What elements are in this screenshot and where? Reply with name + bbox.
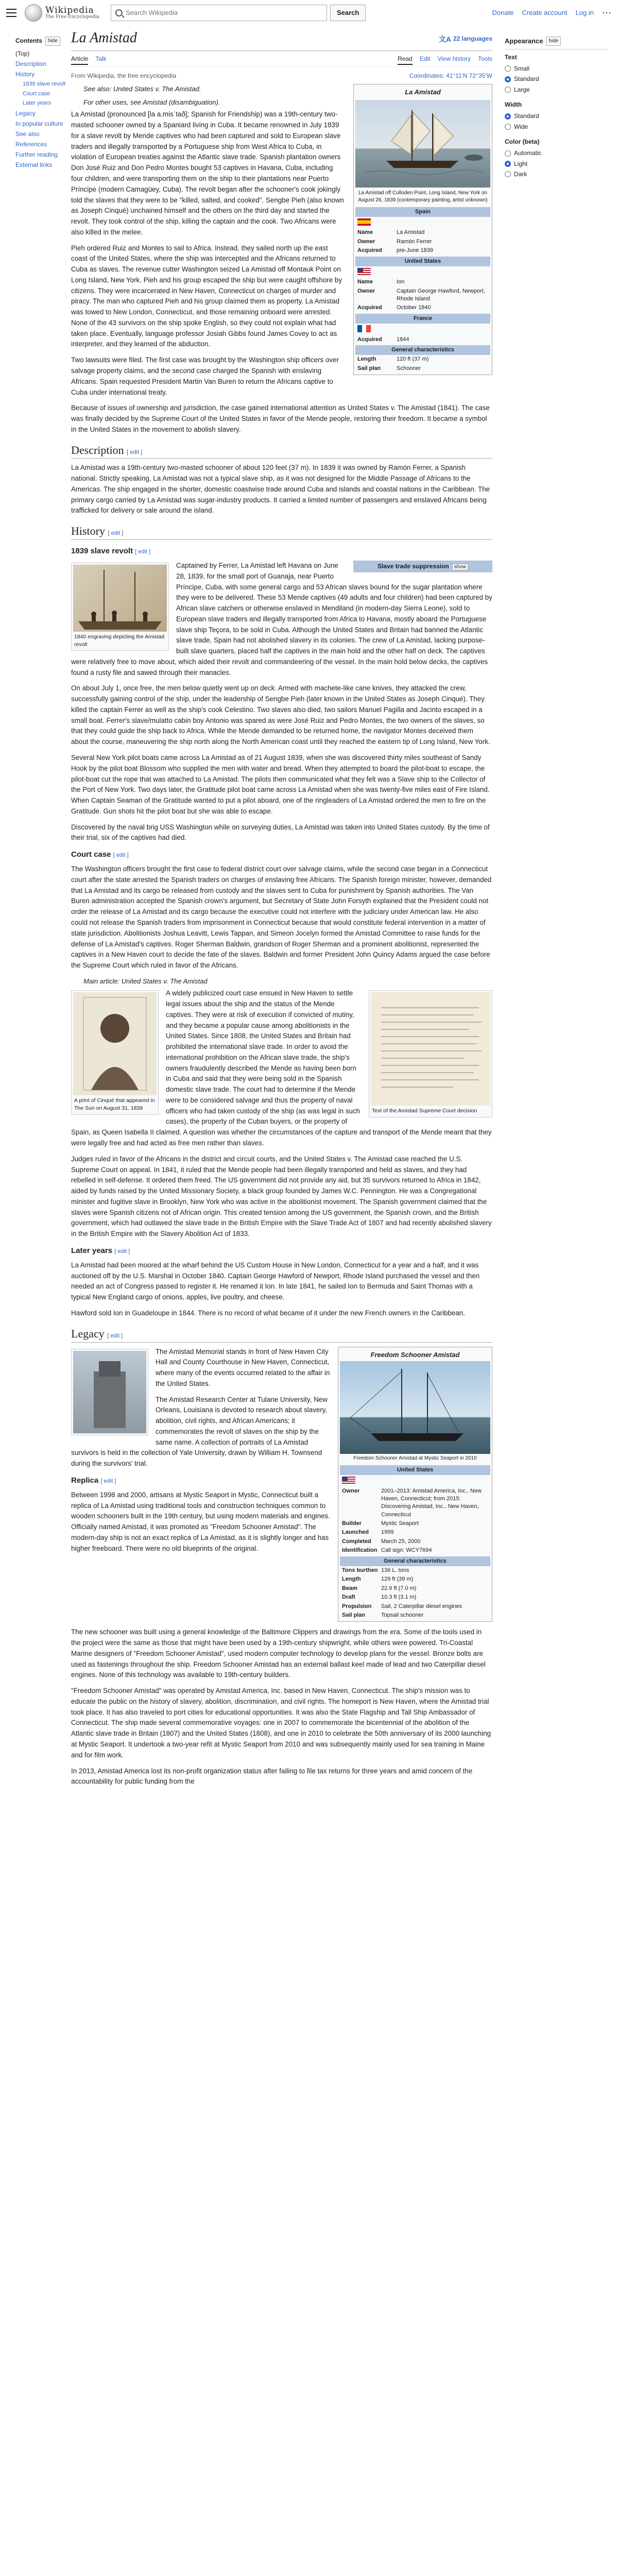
radio-option-standard[interactable] [505, 111, 608, 121]
search-button[interactable]: Search [330, 5, 366, 21]
court-paragraph: The Washington officers brought the first case to federal district court over salvage claims, while the second case began in a Connecticut court after the state arrested the Spanish traders on charges of enslaving free Africans. The Spanish foreign minister, however, demanded that La Amistad and its cargo be released from custody and the slaves sent to Cuba for punishment by Spanish authorities. The Van Buren administration accepted the Spanish crown's argument, but Secretary of State John Forsyth explained that the President could not order the release of La Amistad and its cargo because the executive could not interfere with the judiciary under American law. He also could not release the Spanish traders from imprisonment in Connecticut because that would constitute federal intervention in a matter of state jurisdiction. Abolitionists Joshua Leavitt, Lewis Tappan, and Simeon Jocelyn formed the Amistad Committee to raise funds for the defense of La Amistad's captives. Roger Sherman Baldwin, grandson of Roger Sherman and a prominent abolitionist, represented the captives in a New Haven court to decide the fate of the slaves. Baldwin and former President John Quincy Adams argued the case before the Supreme Court which ruled in favor of the Africans. [71, 865, 492, 970]
toc-item[interactable]: Description [15, 60, 47, 68]
infobox-value: 120 ft (37 m) [397, 356, 429, 363]
edit-link[interactable]: [ edit ] [108, 530, 124, 537]
general-characteristics-header: General characteristics [355, 345, 490, 355]
infobox-row [340, 1566, 490, 1575]
fs-general-header: General characteristics [340, 1556, 490, 1566]
appearance-hide-button[interactable]: hide [546, 37, 561, 46]
width-label: Width [505, 101, 522, 109]
heading-description: Description [ edit ] [71, 443, 492, 459]
radio-label: Automatic [514, 149, 542, 157]
infobox-row [340, 1546, 490, 1555]
radio-label: Standard [514, 75, 539, 83]
radio-option-large[interactable] [505, 84, 608, 95]
decision-caption: Text of the Amistad Supreme Court decision [372, 1108, 477, 1114]
login-link[interactable]: Log in [575, 8, 594, 16]
radio-option-dark[interactable] [505, 169, 608, 179]
later-paragraph: Hawford sold Ion in Guadeloupe in 1844. There is no record of what became of it under the new French owners in the Caribbean. [71, 1309, 465, 1317]
fs-infobox-title: Freedom Schooner Amistad [370, 1350, 460, 1359]
infobox-row [355, 238, 490, 246]
infobox-key: Name [357, 229, 373, 236]
later-paragraph: La Amistad had been moored at the wharf behind the US Custom House in New London, Connecticut for a year and a half, and it was auctioned off by the U.S. Marshal in October 1840. Captain George Hawford of Newport, Rhode Island purchased the vessel and then needed an act of Congress passed to register it. He renamed it Ion. In late 1841, he sailed Ion to Bermuda and Saint Thomas with a typical New England cargo of onions, apples, live poultry, and cheese. [71, 1261, 480, 1301]
infobox-row [340, 1575, 490, 1584]
navbox-title: Slave trade suppression [377, 563, 449, 570]
edit-link[interactable]: [ edit ] [113, 852, 129, 859]
search-input[interactable] [111, 5, 327, 21]
infobox-key: Draft [342, 1594, 355, 1601]
translate-icon: 文A [438, 35, 451, 43]
infobox-row [340, 1611, 490, 1620]
infobox-row [355, 303, 490, 312]
spain-header: Spain [355, 207, 490, 217]
tab-read[interactable]: Read [398, 54, 413, 65]
infobox [353, 84, 492, 375]
radio-option-small[interactable] [505, 63, 608, 74]
toc-item[interactable]: References [15, 140, 47, 148]
intro-paragraph: Because of issues of ownership and jurisdiction, the case gained international attention as United States v. The Amistad (1841). The case was finally decided by the Supreme Court of the United States in favor of the Mende people, restoring their freedom. It became a symbol in the United States in the movement to abolish slavery. [71, 404, 490, 433]
infobox-key: Beam [342, 1585, 357, 1591]
edit-link[interactable]: [ edit ] [114, 1248, 130, 1255]
infobox-value: Call sign: WCY7694 [381, 1547, 432, 1554]
radio-button[interactable] [505, 150, 511, 157]
site-header [0, 0, 618, 26]
infobox-row [355, 278, 490, 286]
infobox-row [340, 1487, 490, 1520]
infobox-row [340, 1528, 490, 1537]
revolt-paragraph: Captained by Ferrer, La Amistad left Havana on June 28, 1839, for the small port of Guanaja, near Puerto Príncipe, Cuba, with some general cargo and 53 African slaves bound for the sugar plantation where they were to be delivered. These 53 Mende captives (49 adults and four children) had been captured by African slave catchers or otherwise enslaved in Mendiland (in modern-day Sierra Leone), sold to European slave traders and illegally transported from Africa to Havana, mostly aboard the Portuguese slave ship Teçora, to be sold in Cuba. Although the United States and Britain had banned the Atlantic slave trade, Spain had not abolished slavery in its colonies. The crew of La Amistad, lacking purpose-built slave quarters, placed half the captives in the main hold and the other half on deck. The captives were relatively free to move about, which aided their revolt and commandeering of the vessel. In the main hold below decks, the captives found a rusty file and sawed through their manacles. [71, 562, 492, 676]
infobox-value: 1999 [381, 1529, 394, 1536]
france-header: France [355, 314, 490, 324]
radio-button[interactable] [505, 124, 511, 130]
infobox-value: October 1840 [397, 304, 431, 311]
main-menu-icon[interactable] [6, 9, 16, 17]
toc-item[interactable]: See also [15, 130, 40, 138]
radio-button[interactable] [505, 171, 511, 177]
infobox-key: Sail plan [342, 1612, 366, 1618]
replica-paragraph: Between 1998 and 2000, artisans at Mystic Seaport in Mystic, Connecticut built a replica of La Amistad using traditional tools and construction techniques common to wooden schooners built in the 19th century, but using modern materials and engines. Officially named Amistad, it was promoted as "Freedom Schooner Amistad". The modern-day ship is not an exact replica of La Amistad, as it is slightly longer and has higher freeboard. There were no old blueprints of the original. [71, 1490, 330, 1552]
infobox-key: Acquired [357, 304, 382, 311]
toc-item[interactable]: Further reading [15, 150, 58, 158]
infobox-value: Sail, 2 Caterpillar diesel engines [381, 1603, 462, 1609]
infobox-row [355, 335, 490, 344]
cinque-print[interactable] [73, 992, 157, 1095]
radio-button[interactable] [505, 161, 511, 167]
appearance-title: Appearance [505, 37, 543, 45]
infobox-title: La Amistad [405, 88, 441, 96]
infobox-value: Schooner [397, 365, 421, 371]
intro-paragraph: Pieh ordered Ruiz and Montes to sail to Africa. Instead, they sailed north up the east coast of the United States, where the ship was intercepted and the Africans returned to Cuba as slaves. The revenue cutter Washington seized La Amistad off Montauk Point on Long Island, New York. Pieh and his group escaped the ship but were caught offshore by citizens. They were incarcerated in New Haven, Connecticut on charges of murder and piracy. The man who captured Pieh and his group claimed them as property. La Amistad was towed to New London, Connecticut, and those remaining onboard were arrested. None of the 43 survivors on the ship spoke English, so they could not explain what had taken place. Eventually, language professor Josiah Gibbs found James Covey to act as interpreter, and they learned of the abduction. [71, 244, 342, 348]
infobox-value: pre-June 1839 [397, 247, 433, 254]
search-placeholder: Search Wikipedia [125, 8, 178, 16]
revolt-paragraph: On about July 1, once free, the men below quietly went up on deck. Armed with machete-like cane knives, they attacked the crew, successfully gaining control of the ship, under the leadership of Sengbe Pieh (later known in the United States as Joseph Cinqué). They killed the captain Ferrer as well as the ship's cook Celestino. Two slaves also died, two sailors Manuel Pagilla and Jacinto escaped in a small boat. Ferrer's slave/mulatto cabin boy Antonio was spared as were José Ruiz and Pedro Montes, the two owners of the slaves, so that they could guide the ship back to Africa. While the Mende demanded to be returned home, the navigator Montes deceived them about the course, maneuvering the ship north along the North American coast until they reached the eastern tip of Long Island, New York. [71, 684, 490, 746]
revolt-engraving[interactable] [73, 565, 167, 632]
article-content [71, 29, 492, 1792]
intro-paragraph: La Amistad (pronounced [la a.misˈtað]; Spanish for Friendship) was a 19th-century two-masted schooner owned by a Spaniard living in Cuba. It became renowned in July 1839 for a slave revolt by Mende captives who had been captured and sold to European slave traders and illegally transported by a Portuguese ship from West Africa to Cuba, in violation of European treaties against the Atlantic slave trade. Spanish plantation owners Don José Ruiz and Don Pedro Montes bought 53 captives in Havana, Cuba, including four children, and were transporting them on the ship to their plantations near Puerto Príncipe (modern Camagüey, Cuba). The revolt began after the schooner's cook jokingly told the slaves that they were to be "killed, salted, and cooked". Sengbe Pieh (also known as Joseph Cinqué) unchained himself and the others on the third day and started the revolt. They took control of the ship, killing the captain and the cook. Two Africans were also killed in the melee. [71, 110, 344, 236]
infobox-key: Sail plan [357, 365, 381, 371]
infobox-row [340, 1519, 490, 1528]
language-count: 22 languages [453, 35, 492, 43]
heading-replica: Replica [ edit ] [71, 1476, 116, 1485]
infobox-row [340, 1537, 490, 1546]
wikipedia-logo[interactable] [25, 4, 99, 22]
cinque-caption: A print of Cinqué that appeared in The Sun on August 31, 1839 [74, 1097, 155, 1111]
tab-view-history[interactable]: View history [437, 55, 471, 62]
infobox-key: Owner [342, 1487, 360, 1494]
infobox-row [355, 287, 490, 304]
document-illustration [376, 997, 489, 1100]
legacy-paragraph: The Amistad Research Center at Tulane University, New Orleans, Louisiana is devoted to research about slavery, abolition, civil rights, and African Americans; it commemorates the revolt of slaves on the ship by the same name. A collection of portraits of La Amistad survivors is held in the collection of Yale University, drawn by William H. Townsend during the survivors' trial. [71, 1395, 328, 1468]
from-wikipedia: From Wikipedia, the free encyclopedia [71, 72, 177, 80]
fs-caption: Freedom Schooner Amistad at Mystic Seaport in 2010 [353, 1455, 477, 1461]
wordmark: Wikipedia [45, 5, 94, 15]
edit-link[interactable]: [ edit ] [135, 549, 151, 555]
infobox-key: Name [357, 279, 373, 285]
engraving-illustration [73, 565, 167, 632]
search-icon [115, 9, 123, 16]
infobox-key: Owner [357, 238, 375, 245]
infobox-key: Acquired [357, 247, 382, 254]
tab-edit[interactable]: Edit [419, 55, 431, 62]
infobox-value: 22.9 ft (7.0 m) [381, 1585, 417, 1591]
globe-icon [25, 4, 42, 22]
toc-title: Contents [15, 37, 42, 44]
infobox-value: Ion [397, 279, 405, 285]
replica-paragraph: The new schooner was built using a general knowledge of the Baltimore Clippers and drawings from the era. Some of the tools used in the project were the same as those that might have been used by a 19th-century shipwright, while others were powered. Tri-Coastal Marine designers of "Freedom Schooner Amistad", used modern computer technology to develop plans for the vessel. Bronze bolts are used as fastenings throughout the ship. Freedom Schooner Amistad has an external ballast keel made of lead and two Caterpillar diesel engines. None of this technology was available to 19th-century builders. [71, 1628, 486, 1679]
hatnote-see-also: See also: United States v. The Amistad. [83, 85, 201, 93]
infobox-key: Acquired [357, 336, 382, 343]
tagline: The Free Encyclopedia [45, 14, 99, 20]
navbox-show-button[interactable]: show [452, 564, 468, 570]
edit-link[interactable]: [ edit ] [100, 1478, 116, 1484]
court-paragraph: A widely publicized court case ensued in New Haven to settle legal issues about the ship and the status of the Mende captives. They were at risk of execution if convicted of mutiny, and they became a popular cause among abolitionists in the United States. Since 1808, the United States and Britain had prohibited the international slave trade. In order to avoid the international prohibition on the African slave trade, the ship's owners fraudulently described the Mende as having been born in Cuba and said that they were being sold in the Spanish domestic slave trade. The court had to determine if the Mende were to be considered salvage and thus the property of naval officers who had taken custody of the ship (as was legal in such cases), the property of the Cuban buyers, or the property of Spain, as Queen Isabella II claimed. A question was whether the circumstances of the capture and transport of the Mende meant that they were legally free and had acted as free men rather than slaves. [71, 989, 492, 1147]
infobox-value: 1844 [397, 336, 409, 343]
radio-label: Dark [514, 171, 527, 178]
toc-hide-button[interactable]: hide [45, 37, 60, 46]
toc-item[interactable]: 1839 slave revolt [23, 81, 66, 88]
radio-button[interactable] [505, 76, 511, 82]
infobox-row [340, 1584, 490, 1593]
memorial-illustration [73, 1351, 146, 1433]
create-account-link[interactable]: Create account [522, 8, 568, 16]
hatnote-disambiguation: For other uses, see Amistad (disambiguation). [83, 98, 220, 106]
revolt-engraving-figure [71, 563, 169, 651]
us-header: United States [355, 257, 490, 266]
radio-label: Wide [514, 123, 528, 130]
infobox-value: March 25, 2000 [381, 1538, 421, 1545]
us-flag-icon [342, 1477, 355, 1484]
heading-legacy: Legacy [ edit ] [71, 1326, 492, 1343]
radio-button[interactable] [505, 113, 511, 120]
infobox-value: Mystic Seaport [381, 1520, 419, 1527]
infobox-caption: La Amistad off Culloden Point, Long Island, New York on August 26, 1839 (contemporary painting, artist unknown) [358, 190, 488, 203]
table-of-contents [15, 36, 66, 171]
radio-button[interactable] [505, 87, 511, 93]
infobox-key: Identification [342, 1547, 377, 1554]
radio-label: Small [514, 64, 530, 72]
infobox-row [355, 246, 490, 255]
schooner-painting[interactable] [355, 100, 490, 188]
main-article-note: Main article: United States v. The Amistad [83, 977, 208, 985]
infobox-key: Completed [342, 1538, 371, 1545]
fs-us-header: United States [340, 1465, 490, 1475]
engraving-caption: 1840 engraving depicting the Amistad revolt [74, 634, 165, 648]
infobox-key: Length [342, 1576, 361, 1583]
schooner-photo-illustration [340, 1361, 490, 1454]
infobox-value: 129 ft (39 m) [381, 1576, 414, 1583]
infobox-key: Propulsion [342, 1603, 372, 1609]
legacy-paragraph: The Amistad Memorial stands in front of New Haven City Hall and County Courthouse in New Haven, Connecticut, where many of the events occurred related to the affair in the United States. [156, 1347, 330, 1387]
radio-label: Large [514, 86, 530, 93]
toc-item[interactable]: Legacy [15, 109, 36, 117]
infobox-key: Length [357, 356, 376, 363]
radio-button[interactable] [505, 65, 511, 72]
radio-label: Light [514, 160, 528, 167]
infobox-value: 136 L. tons [381, 1567, 409, 1574]
infobox-key: Builder [342, 1520, 362, 1527]
color-label: Color (beta) [505, 138, 540, 146]
replica-paragraph: "Freedom Schooner Amistad" was operated by Amistad America, Inc. based in New Haven, Connecticut. The ship's mission was to educate the public on the history of slavery, abolition, discrimination, and civil rights. The homeport is New Haven, where the Amistad trial took place. It has also traveled to port cities for educational opportunities. It was also the State Flagship and Tall Ship Ambassador of Connecticut. The ship made several commemorative voyages: one in 2007 to commemorate the bicentennial of the abolition of the Atlantic slave trade in Britain (1807) and the United States (1808), and one in 2010 to celebrate the 50th anniversary of its 2000 launching at Mystic Seaport. It undertook a two-year refit at Mystic Seaport from 2010 and was subsequently mainly used for sea training in Maine and for film work. [71, 1687, 491, 1759]
freedom-schooner-photo[interactable] [340, 1361, 490, 1454]
cinque-figure [71, 990, 159, 1114]
infobox-value: La Amistad [397, 229, 425, 236]
court-paragraph: Judges ruled in favor of the Africans in the district and circuit courts, and the United States v. The Amistad case reached the U.S. Supreme Court on appeal. In 1841, it ruled that the Mende people had been illegally transported and held as slaves, and they had rebelled in self-defense. It ordered them freed. The US government did not provide any aid, but 35 survivors returned to Africa in 1842, aided by funds raised by the United Missionary Society, a black group founded by James W.C. Pennington. He was a Congregational minister and fugitive slave in Brooklyn, New York who was active in the abolitionist movement. The Spanish government claimed that the slaves were Spanish citizens not of African origin. This created tension among the US government, the Spanish crown, and the British government, which had outlawed the slave trade in the British Empire with the Slave Trade Act of 1807 and had recently abolished slavery in the British Empire with the Slavery Abolition Act of 1833. [71, 1155, 492, 1238]
donate-link[interactable]: Donate [492, 8, 514, 16]
radio-option-wide[interactable] [505, 122, 608, 132]
edit-link[interactable]: [ edit ] [107, 1332, 123, 1339]
toc-item[interactable]: Later years [23, 100, 52, 107]
tab-talk[interactable]: Talk [95, 55, 107, 62]
heading-slave-revolt: 1839 slave revolt [ edit ] [71, 547, 151, 555]
infobox-row [340, 1602, 490, 1611]
revolt-paragraph: Several New York pilot boats came across La Amistad as of 21 August 1839, when she was discovered thirty miles southeast of Sandy Hook by the pilot boat Blossom who supplied the men with water and bread. When they attempted to board the pilot-boat to escape, the pilot-boat cut the rope that was attached to La Amistad. The pilots then communicated what they felt was a Slave ship to the Collector of the Port of New York. Two days later, the Gratitude pilot boat came across La Amistad when she was twenty-five miles east of Fire Island. When Captain Seaman of the Gratitude wanted to put a pilot aboard, one of the ringleaders of La Amistad ordered the men to fire on the Gratitude. Gun shots hit the pilot boat but she was able to escape. [71, 754, 490, 815]
infobox-value: 10.3 ft (3.1 m) [381, 1594, 417, 1601]
radio-label: Standard [514, 112, 539, 120]
toc-item[interactable]: History [15, 71, 35, 78]
heading-history: History [ edit ] [71, 523, 492, 540]
intro-paragraph: Two lawsuits were filed. The first case was brought by the Washington ship officers over salvage property claims, and the second case charged the Spanish with enslaving Africans. Spain requested President Martin Van Buren to return the Africans captive to Cuba under international treaty. [71, 356, 339, 396]
france-flag-icon [357, 325, 371, 332]
slave-trade-navbox [353, 561, 492, 575]
infobox-row [355, 355, 490, 364]
portrait-illustration [73, 992, 157, 1095]
heading-court-case: Court case [ edit ] [71, 850, 129, 859]
replica-paragraph: In 2013, Amistad America lost its non-profit organization status after failing to file tax returns for three years and amid concern of the accountability for public funding from the [71, 1767, 473, 1786]
freedom-schooner-infobox [338, 1347, 492, 1622]
infobox-row [340, 1593, 490, 1602]
infobox-row [355, 228, 490, 237]
heading-later-years: Later years [ edit ] [71, 1246, 130, 1255]
tab-article[interactable]: Article [71, 54, 88, 65]
more-options-icon[interactable]: ⋯ [602, 7, 612, 18]
radio-option-automatic[interactable] [505, 148, 608, 158]
toc-item[interactable]: (Top) [15, 50, 30, 58]
tab-tools[interactable]: Tools [477, 55, 492, 62]
toc-item[interactable]: External links [15, 161, 53, 168]
description-paragraph: La Amistad was a 19th-century two-masted schooner of about 120 feet (37 m). In 1839 it was owned by Ramón Ferrer, a Spanish national. Strictly speaking, La Amistad was not a typical slave ship, as it was not designed for the Middle Passage of Africans to the Americas. The ship engaged in the shorter, domestic coastwise trade around Cuba and islands and coastal nations in the Caribbean. The primary cargo carried by La Amistad was sugar-industry products. It carried a limited number of passengers and enslaved Africans being trafficked for delivery or sale around the island. [71, 464, 490, 515]
page-title: La Amistad [71, 30, 137, 46]
infobox-key: Tons burthen [342, 1567, 378, 1574]
appearance-panel [505, 36, 608, 184]
radio-option-standard[interactable] [505, 74, 608, 84]
infobox-value: 2001–2013: Amistad America, Inc., New Haven, Connecticut; from 2015: Discovering Amistad, Inc., New Haven, Connecticut [381, 1487, 482, 1518]
infobox-value: Ramón Ferrer [397, 238, 432, 245]
decision-document-figure [369, 990, 492, 1117]
revolt-paragraph: Discovered by the naval brig USS Washington while on surveying duties, La Amistad was taken into United States custody. By the time of their trial, six of the captives had died. [71, 823, 490, 842]
decision-document[interactable] [371, 992, 490, 1106]
text-size-label: Text [505, 53, 517, 61]
us-flag-icon [357, 268, 371, 275]
infobox-row [355, 364, 490, 373]
amistad-memorial-photo[interactable] [73, 1351, 146, 1433]
ship-illustration [355, 100, 490, 188]
infobox-key: Launched [342, 1529, 369, 1536]
toc-item[interactable]: In popular culture [15, 120, 63, 127]
infobox-key: Owner [357, 287, 375, 294]
infobox-value: Captain George Hawford, Newport, Rhode Island [397, 287, 485, 302]
edit-link[interactable]: [ edit ] [127, 449, 143, 455]
toc-item[interactable]: Court case [23, 90, 50, 97]
infobox-value: Topsail schooner [381, 1612, 424, 1618]
spain-flag-icon [357, 218, 371, 226]
coordinates[interactable]: Coordinates: 41°11′N 72°35′W [409, 72, 492, 80]
language-button[interactable] [439, 33, 492, 45]
radio-option-light[interactable] [505, 159, 608, 169]
amistad-memorial-figure [71, 1349, 148, 1435]
